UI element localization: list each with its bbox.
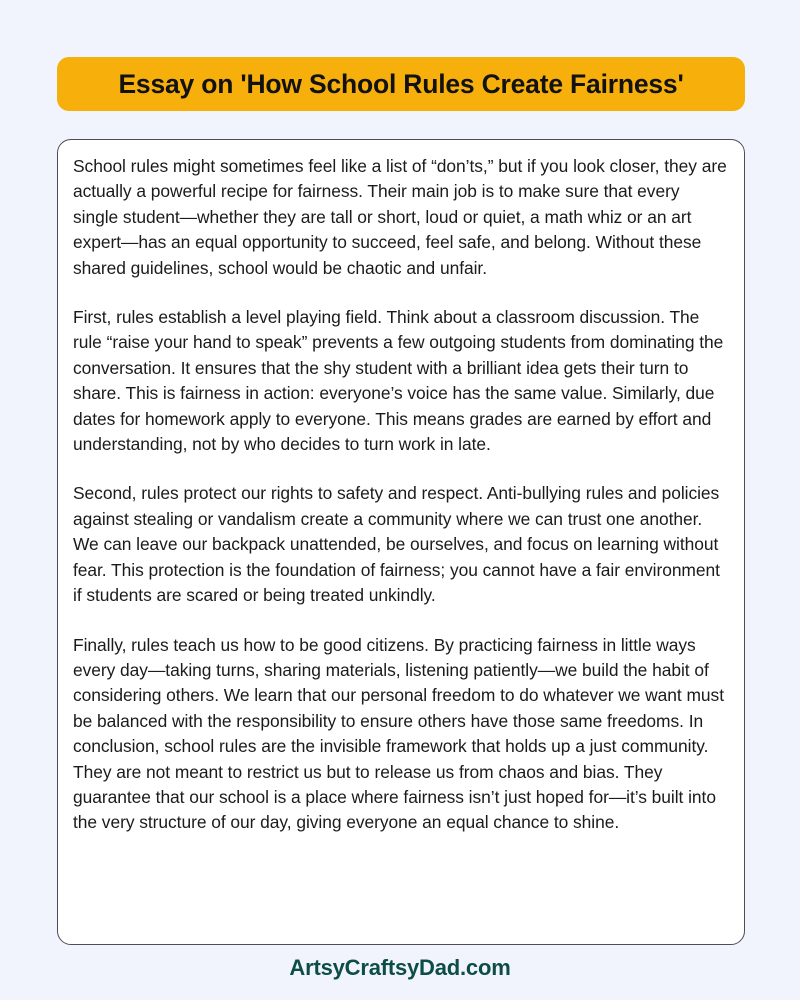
essay-paragraph-3: Second, rules protect our rights to safety and respect. Anti-bullying rules and policies against stealing or vandalism create a community where we can trust one another. We can leave our backpack unattended, be ourselves, and focus on learning without fear. This protection is the foundation of fairness; you cannot have a fair environment if students are scared or being treated unkindly. (73, 483, 720, 606)
essay-paragraph-2: First, rules establish a level playing field. Think about a classroom discussion. The rule “raise your hand to speak” prevents a few outgoing students from dominating the conversation. It ensures that the shy student with a brilliant idea gets their turn to share. This is fairness in action: everyone’s voice has the same value. Similarly, due dates for homework apply to everyone. This means grades are earned by effort and understanding, not by who decides to turn work in late. (73, 307, 724, 455)
essay-paragraph-1: School rules might sometimes feel like a list of “don’ts,” but if you look closer, they are actually a powerful recipe for fairness. Their main job is to make sure that every single student—whether they are tall or short, loud or quiet, a math whiz or an art expert—has an equal opportunity to succeed, feel safe, and belong. Without these shared guidelines, school would be chaotic and unfair. (73, 156, 727, 278)
page-title: Essay on 'How School Rules Create Fairness' (118, 68, 684, 99)
site-branding: ArtsyCraftsyDad.com (289, 955, 511, 980)
essay-title-banner (57, 57, 745, 111)
essay-content-card (57, 139, 745, 945)
essay-body (73, 154, 729, 836)
page-footer (0, 955, 800, 981)
essay-paragraph-4: Finally, rules teach us how to be good citizens. By practicing fairness in little ways every day—taking turns, sharing materials, listening patiently—we build the habit of considering others. We learn that our personal freedom to do whatever we want must be balanced with the responsibility to ensure others have those same freedoms. In conclusion, school rules are the invisible framework that holds up a just community. They are not meant to restrict us but to release us from chaos and bias. They guarantee that our school is a place where fairness isn’t just hoped for—it’s built into the very structure of our day, giving everyone an equal chance to shine. (73, 634, 724, 833)
